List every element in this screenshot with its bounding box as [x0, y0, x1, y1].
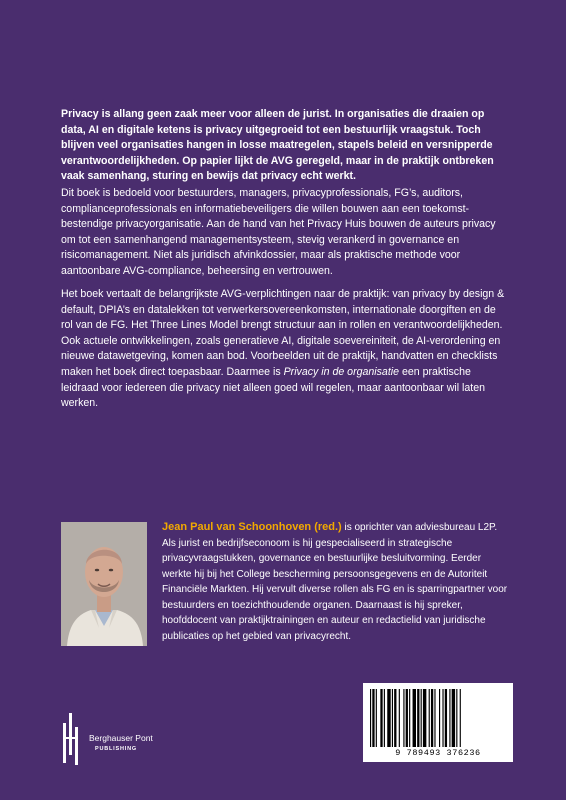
barcode-bar	[445, 689, 447, 747]
barcode-bar	[423, 689, 426, 747]
audience-paragraph: Dit boek is bedoeld voor bestuurders, managers, privacyprofessionals, FG’s, auditors, complianceprofessionals en informatiebeveiligers die willen bouwen aan een toekomst-bestendige privacyorganisatie. Aan de hand van het Privacy Huis bouwen de auteurs privacy om tot een samenhangend managementsysteem, stevig verankerd in governance en risicomanagement. Niet als juridisch afvinkdossier, maar als praktische methode voor aantoonbare AVG-compliance, beheersing en vertrouwen.	[61, 187, 496, 277]
author-name: Jean Paul van Schoonhoven (red.)	[162, 521, 342, 533]
barcode-bar	[449, 689, 450, 747]
barcode-bar	[442, 689, 443, 747]
barcode-bar	[452, 689, 455, 747]
barcode-bar	[370, 689, 371, 747]
barcode-bar	[460, 689, 461, 747]
author-bio	[162, 520, 512, 644]
barcode-bar	[376, 689, 377, 747]
isbn-number: 9 789493 376236	[395, 748, 481, 758]
barcode-bar	[372, 689, 374, 747]
barcode-bar	[429, 689, 430, 747]
barcode-bar	[403, 689, 404, 747]
intro-paragraph: Privacy is allang geen zaak meer voor alleen de jurist. In organisaties die draaien op data, AI en digitale ketens is privacy uitgegroeid tot een bestuurlijk vraagstuk. Toch blijven veel organisaties hangen in losse maatregelen, stapels beleid en versnipperde verantwoordelijkheden. Op papier lijkt de AVG geregeld, maar in de praktijk ontbreken vaak samenhang, sturing en bewijs dat privacy echt werkt.	[61, 108, 494, 183]
content-text-before: Het boek vertaalt de belangrijkste AVG-verplichtingen naar de praktijk: van privacy by design & default, DPIA’s en datalekken tot verwerkersovereenkomsten, internationale doorgiften en de rol van de FG. Het Three Lines Model brengt structuur aan in rollen en verantwoordelijkheden. Ook actuele ontwikkelingen, zoals generatieve AI, digitale soevereiniteit, de AI-verordening en nieuwe datawetgeving, komen aan bod. Voorbeelden uit de praktijk, handvatten en checklists maken het boek direct toepasbaar. Daarmee is	[61, 288, 505, 378]
author-portrait-image	[61, 522, 147, 646]
barcode-bar	[413, 689, 416, 747]
barcode-bar	[439, 689, 440, 747]
publisher-logo	[61, 713, 171, 765]
barcode-bar	[399, 689, 400, 747]
barcode-bar	[394, 689, 396, 747]
publisher-name: Berghauser Pont	[89, 733, 153, 743]
barcode-bar	[421, 689, 422, 747]
barcode-bar	[409, 689, 410, 747]
barcode-bar	[387, 689, 390, 747]
publisher-logo-icon	[61, 713, 83, 765]
barcode-bar	[417, 689, 419, 747]
content-paragraph	[61, 287, 509, 412]
barcode-bar	[431, 689, 433, 747]
barcode-bar	[384, 689, 385, 747]
author-bio-text: is oprichter van adviesbureau L2P. Als jurist en bedrijfseconoom is hij gespecialiseerd in strategische privacyvraagstukken, governance en bestuurlijke besluitvorming. Eerder werkte hij bij het College bescherming persoonsgegevens en de Autoriteit Financiële Markten. Hij vervult diverse rollen als FG en is sparringpartner voor bestuurders en toezichthoudende organen. Daarnaast is hij spreker, hoofddocent van praktijktrainingen en auteur en redactielid van juridische publicaties op het gebied van privacyrecht.	[162, 522, 508, 642]
barcode-bar	[392, 689, 393, 747]
author-photo	[61, 522, 147, 646]
barcode	[363, 683, 513, 762]
barcode-bars	[368, 689, 508, 747]
content-text-after: een praktische leidraad voor iedereen die privacy niet alleen goed wil regelen, maar aantoonbaar wil laten werken.	[61, 365, 486, 410]
barcode-bar	[456, 689, 457, 747]
barcode-bar	[380, 689, 382, 747]
barcode-bar	[434, 689, 435, 747]
barcode-bar	[406, 689, 408, 747]
book-title-italic: Privacy in de organisatie	[283, 365, 400, 378]
publisher-subtitle: PUBLISHING	[95, 746, 137, 752]
